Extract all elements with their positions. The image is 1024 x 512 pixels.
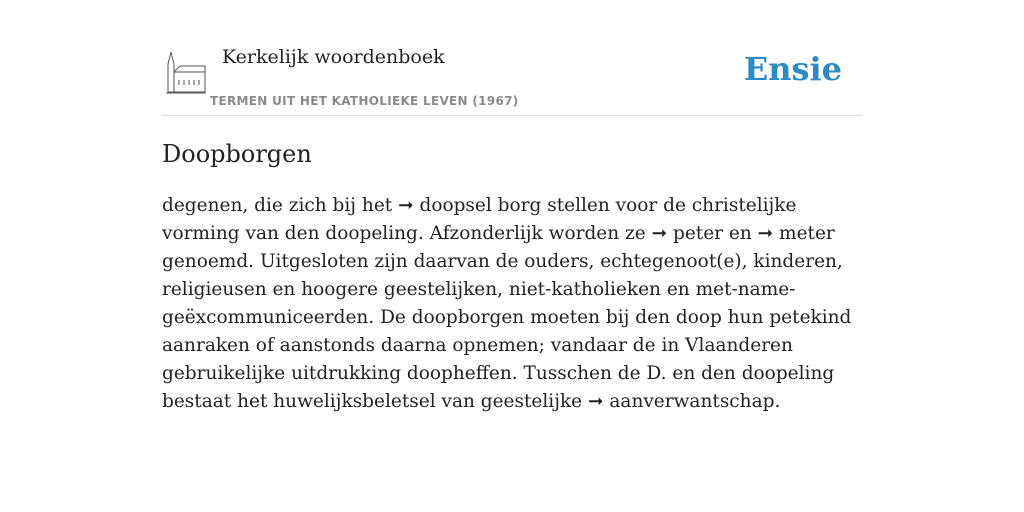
cross-reference-link[interactable]: ➞ peter <box>651 223 724 244</box>
brand-logo-link[interactable]: Ensie <box>743 50 842 88</box>
dictionary-subtitle: TERMEN UIT HET KATHOLIEKE LEVEN (1967) <box>210 94 519 108</box>
entry-definition <box>162 192 862 416</box>
cross-reference-link[interactable]: ➞ doopsel <box>398 195 492 216</box>
definition-text: . <box>774 391 781 412</box>
cross-reference-link[interactable]: ➞ meter <box>757 223 835 244</box>
dictionary-title[interactable]: Kerkelijk woordenboek <box>222 46 445 68</box>
definition-text: en <box>723 223 758 244</box>
definition-text: borg stellen voor de christelijke vorming van den doopeling. Afzonderlijk worden ze <box>162 195 797 244</box>
definition-text: genoemd. Uitgesloten zijn daarvan de ouders, echtegenoot(e), kinderen, religieusen en hoogere geestelijken, niet-katholieken en met-name-geëxcommuniceerden. De doopborgen moeten bij den doop hun petekind aanraken of aanstonds daarna opnemen; vandaar de in Vlaanderen gebruikelijke uitdrukking doopheffen. Tusschen de D. en den doopeling bestaat het huwelijksbeletsel van geestelijke <box>162 251 852 412</box>
dictionary-header <box>162 0 862 116</box>
definition-text: degenen, die zich bij het <box>162 195 399 216</box>
page <box>162 0 862 412</box>
church-icon[interactable] <box>165 50 207 94</box>
entry-title: Doopborgen <box>162 140 312 168</box>
cross-reference-link[interactable]: ➞ aanverwantschap <box>588 391 775 412</box>
